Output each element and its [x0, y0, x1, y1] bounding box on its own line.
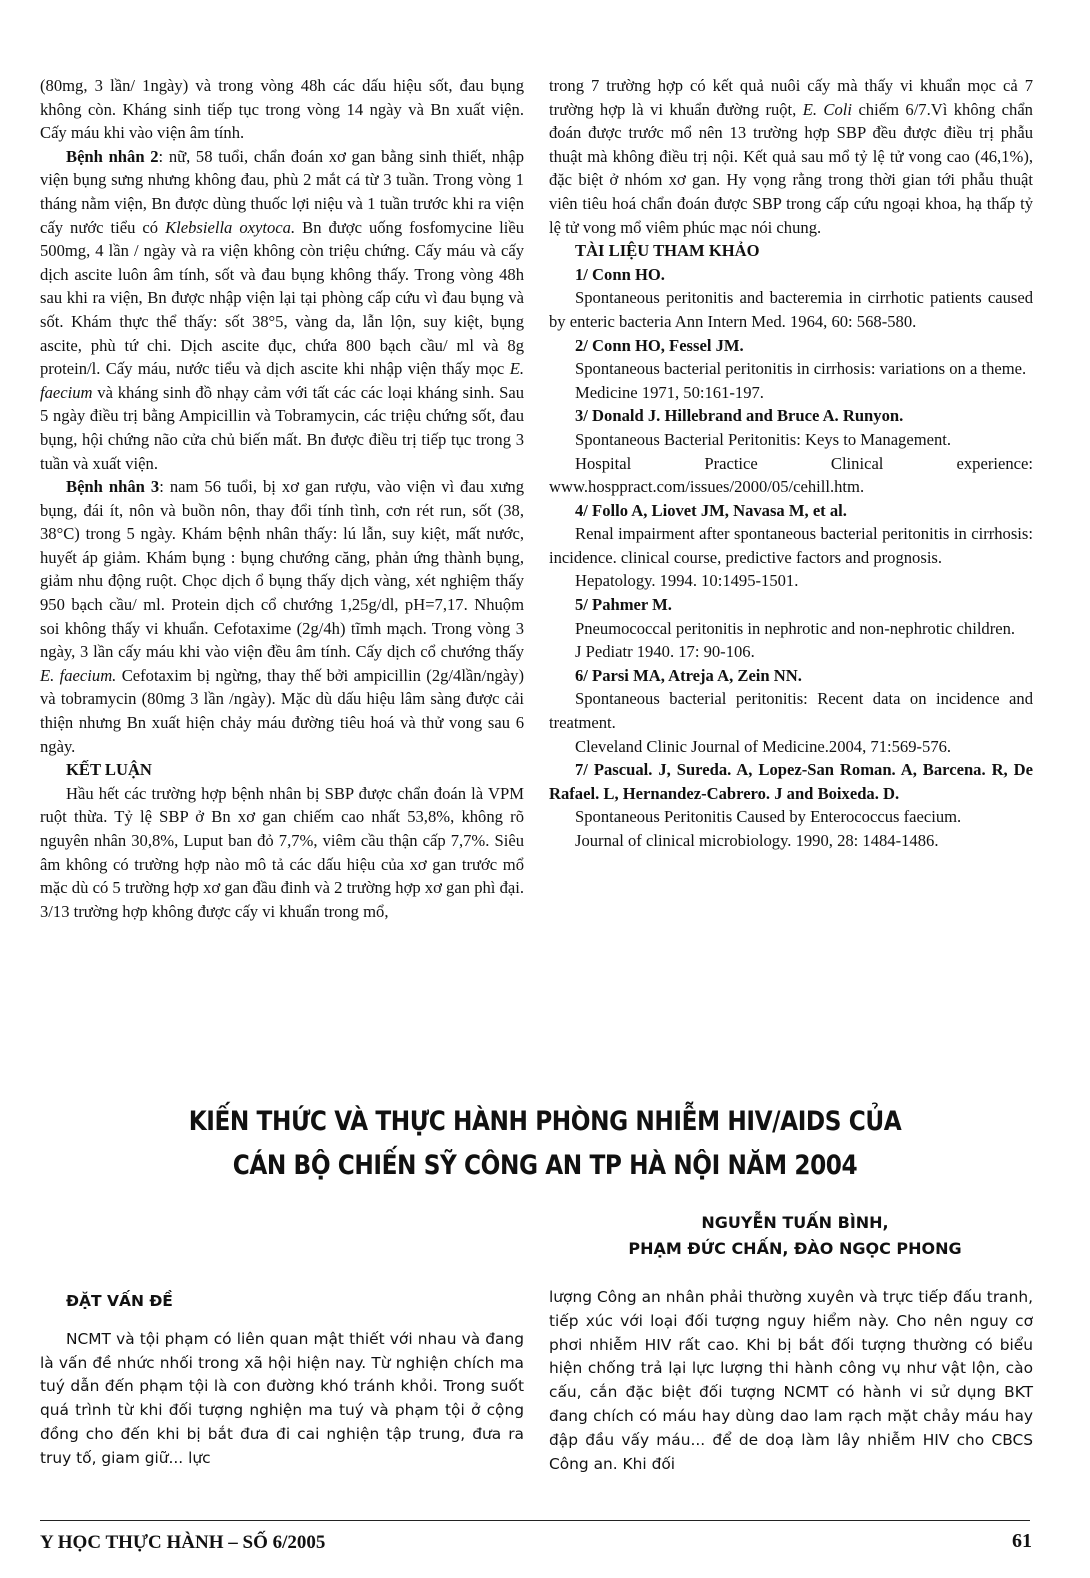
left-column [40, 74, 524, 923]
reference-source: Medicine 1971, 50:161-197. [575, 382, 764, 402]
reference-list [549, 263, 1033, 853]
reference-author: 5/ Pahmer M. [575, 595, 672, 615]
reference-author: 2/ Conn HO, Fessel JM. [575, 335, 744, 355]
reference-source: J Pediatr 1940. 17: 90-106. [575, 642, 755, 662]
right-column [549, 74, 1033, 853]
paragraph-case3 [40, 475, 524, 758]
case2-label: Bệnh nhân 2 [66, 146, 159, 166]
author-line2: PHẠM ĐỨC CHẤN, ĐÀO NGỌC PHONG [628, 1239, 962, 1258]
conclusion-cont-a: trong 7 trường hợp có kết quả nuôi cấy mà thấy vi khuẩn mọc cả 7 trường hợp là vi khuẩn đường ruột, [549, 76, 1033, 119]
footer-rule [40, 1520, 1030, 1521]
reference-title: Spontaneous bacterial peritonitis: Recent data on incidence and treatment. [549, 689, 1033, 733]
case3-text-b: Cefotaxim bị ngừng, thay thế bởi ampicillin (2g/4lần/ngày) và tobramycin (80mg 3 lần /ngày). Mặc dù dấu hiệu lâm sàng được cải thiện nhưng Bn xuất hiện chảy máu đường tiêu hoá và thử vong sau 6 ngày. [40, 665, 524, 756]
reference-author: 3/ Donald J. Hillebrand and Bruce A. Runyon. [575, 406, 904, 426]
reference-source: Hospital Practice Clinical experience: www.hosppract.com/issues/2000/05/cehill.htm. [549, 453, 1033, 497]
article-title-line1: KIẾN THỨC VÀ THỰC HÀNH PHÒNG NHIỄM HIV/AIDS CỦA [188, 1106, 902, 1137]
case2-text-b: Bn được uống fosfomycine liều 500mg, 4 lần / ngày và ra viện không còn triệu chứng. Cấy máu và cấy dịch ascite luôn âm tính, sốt và đau bụng không thấy. Trong vòng 48h sau khi ra viện, Bn được nhập viện lại tại phòng cấp cứu vì đau bụng và sốt. Khám thực thể thấy: sốt 38°5, vàng da, lẫn lộn, suy kiệt, bụng ascite, phù tứ chi. Dịch ascite đục, chứa 800 bạch cầu/ ml và 8g protein/l. Cấy máu, nước tiểu và dịch ascite khi nhập viện thấy mọc [40, 217, 524, 379]
reference-author: 7/ Pascual. J, Sureda. A, Lopez-San Roman. A, Barcena. R, De Rafael. L, Hernandez-Cabrero. J and Boixeda. D. [549, 760, 1033, 803]
conclusion-cont-b: chiếm 6/7.Vì không chẩn đoán được trước mổ nên 13 trường hợp SBP đều được điều trị phẫu thuật mà không điều trị nội. Kết quả sau mổ tỷ lệ tử vong cao (46,1%), đặc biệt ở nhóm xơ gan. Hy vọng rằng trong thời gian tới phẫu thuật viên tiêu hoá chẩn đoán được SBP trong cấp cứu ngoại khoa, hạ thấp tỷ lệ tử vong mổ viêm phúc mạc nói chung. [549, 99, 1033, 237]
article-right-column [549, 1286, 1033, 1476]
article-left-column [40, 1290, 524, 1471]
case2-organism-b: E. faecium [40, 359, 524, 402]
reference-title: Pneumococcal peritonitis in nephrotic and non-nephrotic children. [575, 618, 1016, 638]
author-line1: NGUYỄN TUẤN BÌNH, [701, 1213, 889, 1232]
paragraph-conclusion: Hầu hết các trường hợp bệnh nhân bị SBP được chẩn đoán là VPM ruột thừa. Tỷ lệ SBP ở Bn xơ gan chiếm cao nhất 53,8%, không rõ nguyên nhân 30,8%, Luput ban đỏ 7,7%, viêm cầu thận cấp 7,7%. Siêu âm không có trường hợp nào mô tả các dấu hiệu của xơ gan trước mổ mặc dù có 5 trường hợp xơ gan đầu đinh và 2 trường hợp xơ gan phì đại. 3/13 trường hợp không được cấy vi khuẩn trong mổ, [40, 783, 524, 921]
article-title [76, 1100, 1013, 1188]
article-paragraph-left: NCMT và tội phạm có liên quan mật thiết với nhau và đang là vấn đề nhức nhối trong xã hội hiện nay. Từ nghiện chích ma tuý dẫn đến phạm tội là con đường khó tránh khỏi. Trong suốt quá trình từ khi đối tượng nghiện ma tuý và phạm tội ở cộng đồng cho đến khi bị bắt đưa đi cai nghiện tập trung, đưa ra truy tố, giam giữ... lực [40, 1329, 524, 1467]
reference-source: Hepatology. 1994. 10:1495-1501. [575, 571, 799, 591]
case3-text-a: : nam 56 tuổi, bị xơ gan rượu, vào viện vì đau xưng bụng, đái ít, nôn và buồn nôn, thay đổi tính tình, cơn rét run, sốt (38, 38°C) trong 5 ngày. Khám bệnh nhân thấy: lú lẫn, suy kiệt, mất nước, huyết áp giảm. Khám bụng : bụng chướng căng, phản ứng thành bụng, giảm nhu động ruột. Chọc dịch ổ bụng thấy dịch vàng, xét nghiệm thấy 950 bạch cầu/ ml. Protein dịch cổ chướng 1,25g/dl, pH=7,17. Nhuộm soi không thấy vi khuẩn. Cefotaxime (2g/4h) tĩmh mạch. Trong vòng 3 ngày, 3 lần cấy máu khi vào viện đều âm tính. Cấy dịch cổ chướng thấy [40, 477, 525, 662]
reference-title: Spontaneous bacterial peritonitis in cirrhosis: variations on a theme. [575, 359, 1027, 379]
heading-conclusion: KẾT LUẬN [66, 760, 152, 780]
reference-title: Renal impairment after spontaneous bacterial peritonitis in cirrhosis: incidence. clinical course, predictive factors and prognosis. [549, 524, 1033, 567]
reference-source: Cleveland Clinic Journal of Medicine.2004, 71:569-576. [575, 736, 952, 756]
article-authors [560, 1210, 1030, 1262]
reference-title: Spontaneous Bacterial Peritonitis: Keys to Management. [575, 429, 952, 449]
reference-title: Spontaneous peritonitis and bacteremia in cirrhotic patients caused by enteric bacteria Ann Intern Med. 1964, 60: 568-580. [549, 288, 1033, 331]
case2-text-c: và kháng sinh đồ nhạy cảm với tất các các loại kháng sinh. Sau 5 ngày điều trị bằng Ampicillin và Tobramycin, các triệu chứng sốt, đau bụng, hội chứng não cửa chủ biến mất. Bn được điều trị tiếp tục trong 3 tuần và xuất viện. [40, 382, 524, 473]
reference-author: 6/ Parsi MA, Atreja A, Zein NN. [575, 665, 802, 685]
heading-references: TÀI LIỆU THAM KHẢO [575, 241, 760, 261]
reference-author: 4/ Follo A, Liovet JM, Navasa M, et al. [575, 500, 847, 520]
case2-organism-a: Klebsiella oxytoca. [165, 217, 296, 237]
case2-text-a: : nữ, 58 tuổi, chẩn đoán xơ gan bằng sinh thiết, nhập viện bụng sưng nhưng không đau, phù 2 mắt cá từ 3 tuần. Trong vòng 1 tháng nằm viện, Bn được dùng thuốc lợi niệu và 1 tuần trước khi ra viện cấy nước tiểu có [40, 146, 524, 237]
reference-title: Spontaneous Peritonitis Caused by Enterococcus faecium. [575, 807, 962, 827]
paragraph-case2 [40, 145, 524, 475]
reference-source: Journal of clinical microbiology. 1990, 28: 1484-1486. [575, 831, 939, 850]
case3-organism: E. faecium. [40, 665, 117, 685]
conclusion-organism: E. Coli [802, 99, 853, 119]
paragraph-conclusion-cont [549, 74, 1033, 239]
reference-author: 1/ Conn HO. [575, 264, 665, 284]
page-number: 61 [1012, 1530, 1032, 1552]
journal-name: Y HỌC THỰC HÀNH – SỐ 6/2005 [40, 1532, 326, 1553]
case3-label: Bệnh nhân 3 [66, 477, 160, 497]
section-heading: ĐẶT VẤN ĐỀ [66, 1292, 173, 1310]
article-title-line2: CÁN BỘ CHIẾN SỸ CÔNG AN TP HÀ NỘI NĂM 2004 [232, 1150, 858, 1181]
paragraph-case1-end: (80mg, 3 lần/ 1ngày) và trong vòng 48h các dấu hiệu sốt, đau bụng không còn. Kháng sinh tiếp tục trong vòng 14 ngày và Bn xuất viện. Cấy máu khi vào viện âm tính. [40, 76, 524, 143]
article-paragraph-right: lượng Công an nhân phải thường xuyên và trực tiếp đấu tranh, tiếp xúc với loại đối tượng nguy hiểm này. Cho nên nguy cơ phơi nhiễm HIV rất cao. Khi bị bắt đối tượng thường có biểu hiện chống trả lại lực lượng thi hành công vụ như vật lộn, cào cấu, cắn đặc biệt đối tượng NCMT có hành vi sử dụng BKT đang chích có máu hay dùng dao lam rạch mặt chảy máu hay đập đầu vấy máu... để de doạ làm lây nhiễm HIV cho CBCS Công an. Khi đối [549, 1288, 1033, 1473]
